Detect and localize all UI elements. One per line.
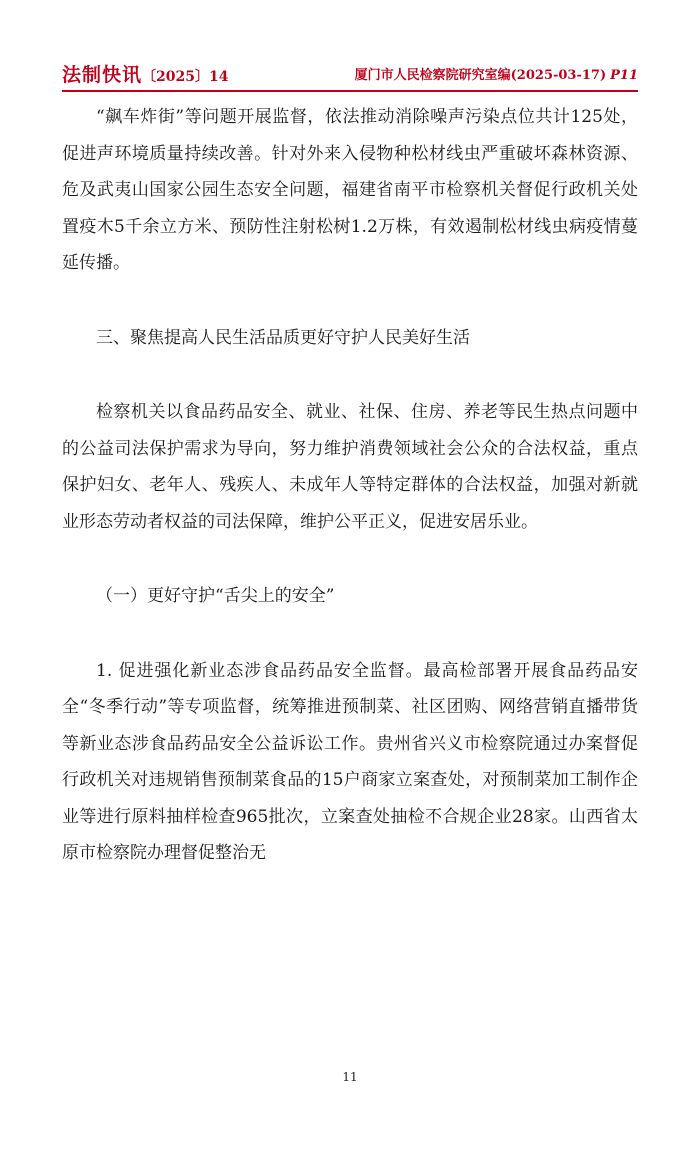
header-source: [355, 64, 638, 83]
publication-masthead: [62, 60, 228, 87]
editor-source: 厦门市人民检察院研究室编(2025-03-17): [354, 68, 607, 83]
page-header: [62, 60, 638, 86]
header-page-label: P11: [610, 68, 638, 83]
spacer: [62, 282, 638, 320]
page-number: 11: [342, 1070, 358, 1084]
paragraph-section-intro: 检察机关以食品药品安全、就业、社保、住房、养老等民生热点问题中的公益司法保护需求为导向，努力维护消费领域社会公众的合法权益，重点保护妇女、老年人、残疾人、未成年人等特定群体的合法权益，加强对新就业形态劳动者权益的司法保障，维护公平正义，促进安居乐业。: [62, 402, 638, 532]
spacer: [62, 540, 638, 578]
issue-number: 〔2025〕14: [142, 69, 229, 85]
paragraph-item-1: 1. 促进强化新业态涉食品药品安全监督。最高检部署开展食品药品安全“冬季行动”等专项监督，统筹推进预制菜、社区团购、网络营销直播带货等新业态涉食品药品安全公益诉讼工作。贵州省兴义市检察院通过办案督促行政机关对违规销售预制菜食品的15户商家立案查处，对预制菜加工制作企业等进行原料抽样检查965批次，立案查处抽检不合规企业28家。山西省太原市检察院办理督促整治无: [62, 660, 638, 863]
spacer: [62, 615, 638, 653]
paragraph-continued: “飙车炸街”等问题开展监督，依法推动消除噪声污染点位共计125处，促进声环境质量持续改善。针对外来入侵物种松材线虫严重破坏森林资源、危及武夷山国家公园生态安全问题，福建省南平市检察机关督促行政机关处置疫木5千余立方米、预防性注射松树1.2万株，有效遏制松材线虫病疫情蔓延传播。: [62, 107, 638, 273]
header-divider: [62, 90, 638, 92]
document-body: [62, 99, 638, 872]
spacer: [62, 356, 638, 394]
section-heading: 三、聚焦提高人民生活品质更好守护人民美好生活: [96, 327, 470, 348]
subsection-heading: （一）更好守护“舌尖上的安全”: [96, 586, 335, 606]
publication-title: 法制快讯: [62, 64, 143, 86]
